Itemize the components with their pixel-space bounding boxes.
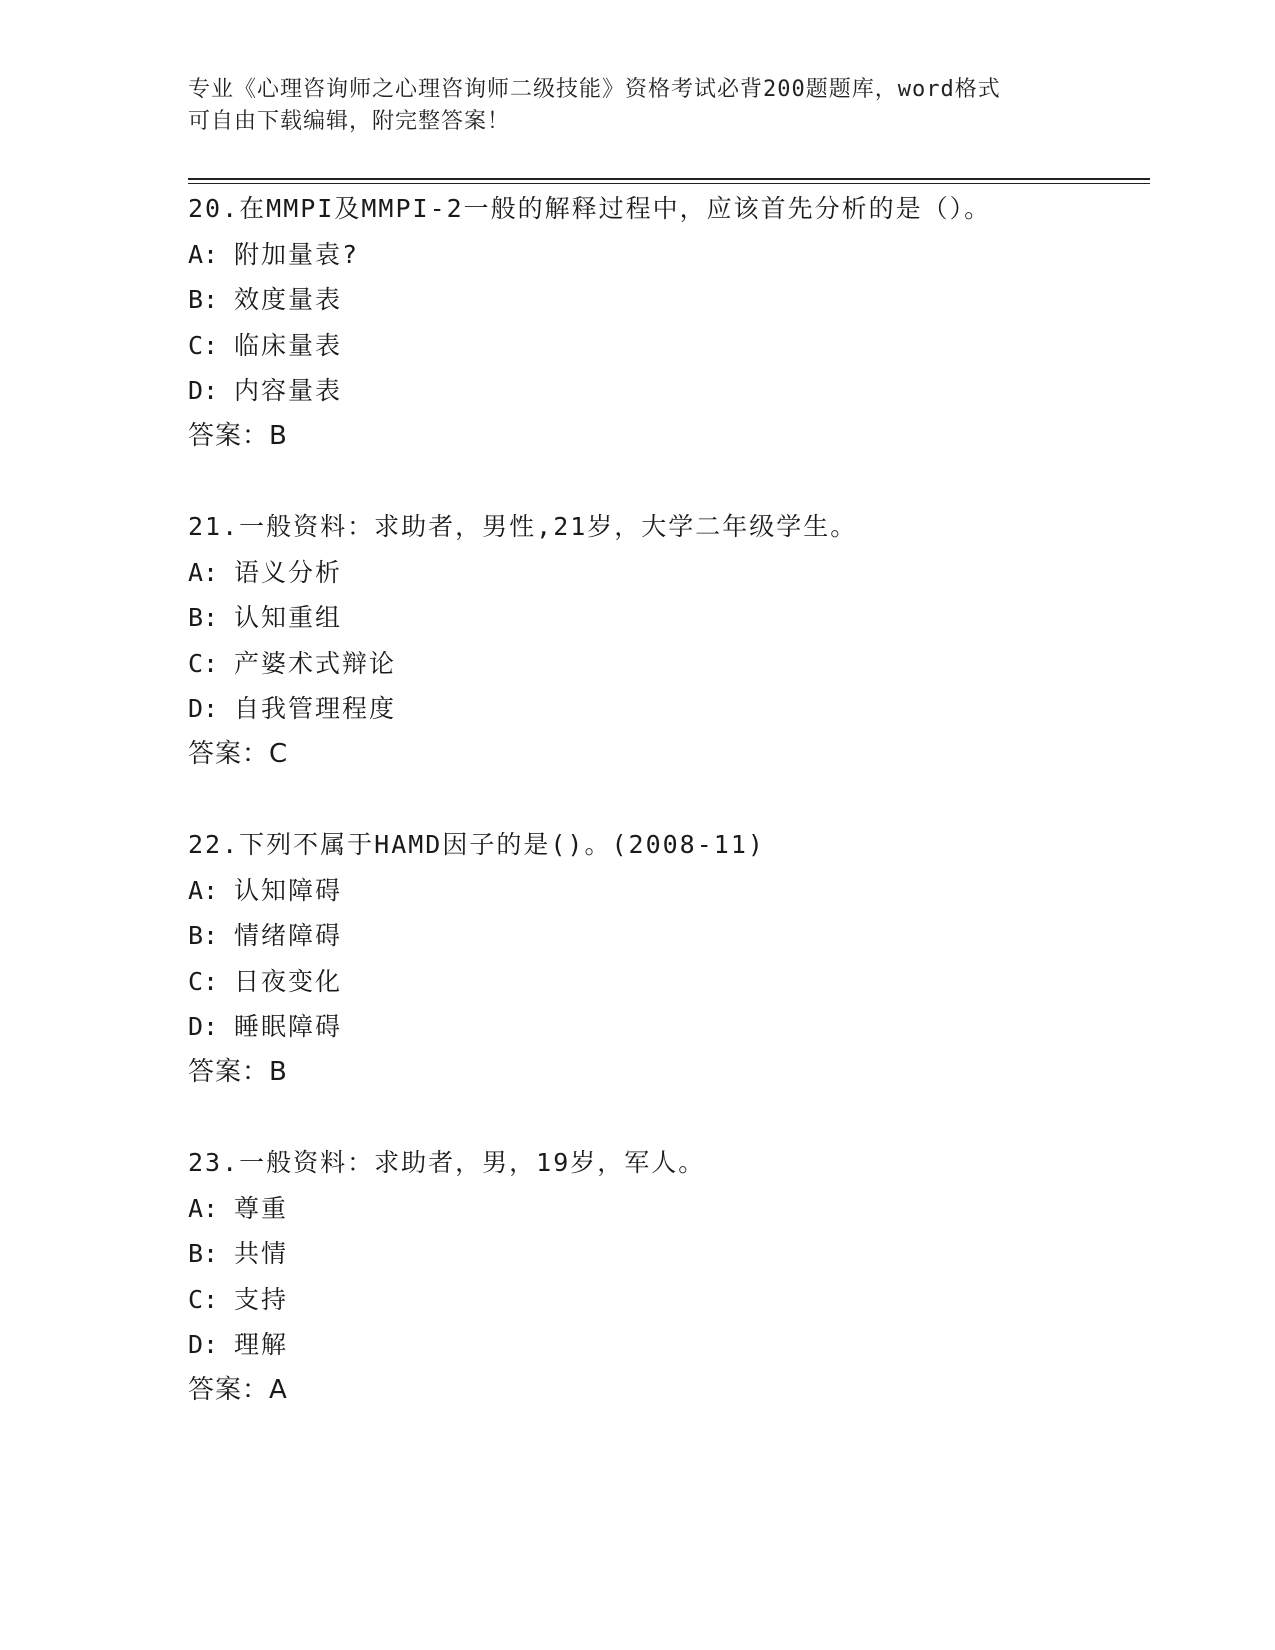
option-text: 效度量表 xyxy=(234,285,343,314)
option-text: 附加量袁? xyxy=(234,239,360,269)
option-text: 共情 xyxy=(234,1239,289,1268)
option-letter: A: xyxy=(188,875,219,905)
question-23 xyxy=(188,1140,1148,1413)
option-letter: B: xyxy=(188,285,219,314)
option-a xyxy=(188,868,1148,914)
option-d xyxy=(188,368,1148,414)
option-letter: C: xyxy=(188,1284,219,1314)
option-a xyxy=(188,232,1148,278)
option-b xyxy=(188,913,1148,959)
question-20 xyxy=(188,186,1148,459)
option-d xyxy=(188,1004,1148,1050)
header-divider-thin xyxy=(188,183,1150,184)
option-letter: D: xyxy=(188,376,219,405)
option-text: 情绪障碍 xyxy=(234,921,343,950)
option-d xyxy=(188,1322,1148,1368)
option-text: 睡眠障碍 xyxy=(234,1012,343,1041)
header-line-2: 可自由下载编辑，附完整答案！ xyxy=(188,109,511,134)
option-letter: C: xyxy=(188,966,219,996)
answer-line: 答案：C xyxy=(188,738,289,769)
question-22 xyxy=(188,822,1148,1095)
header-line-1: 专业《心理咨询师之心理咨询师二级技能》资格考试必背200题题库，word格式 xyxy=(188,77,1001,102)
option-text: 语义分析 xyxy=(234,557,343,587)
answer-line: 答案：B xyxy=(188,420,288,451)
header-divider-thick xyxy=(188,178,1150,180)
option-text: 理解 xyxy=(234,1330,289,1359)
question-21 xyxy=(188,504,1148,777)
option-text: 内容量表 xyxy=(234,376,343,405)
question-stem: 20.在MMPI及MMPI-2一般的解释过程中，应该首先分析的是（）。 xyxy=(188,194,992,223)
option-letter: C: xyxy=(188,648,219,678)
option-letter: A: xyxy=(188,1193,219,1223)
option-letter: A: xyxy=(188,557,219,587)
option-c xyxy=(188,323,1148,369)
option-d xyxy=(188,686,1148,732)
option-c xyxy=(188,641,1148,687)
option-b xyxy=(188,277,1148,323)
option-letter: B: xyxy=(188,1239,219,1268)
document-header xyxy=(188,74,1068,138)
answer-line: 答案：B xyxy=(188,1056,288,1087)
option-text: 支持 xyxy=(234,1284,289,1314)
option-letter: D: xyxy=(188,1012,219,1041)
option-c xyxy=(188,959,1148,1005)
option-letter: D: xyxy=(188,1330,219,1359)
question-stem: 21.一般资料：求助者，男性,21岁，大学二年级学生。 xyxy=(188,512,858,541)
option-text: 认知重组 xyxy=(234,603,343,632)
option-a xyxy=(188,550,1148,596)
option-letter: D: xyxy=(188,694,219,723)
option-letter: A: xyxy=(188,239,219,269)
option-a xyxy=(188,1186,1148,1232)
option-text: 尊重 xyxy=(234,1193,289,1223)
option-b xyxy=(188,1231,1148,1277)
option-letter: B: xyxy=(188,603,219,632)
option-text: 临床量表 xyxy=(234,330,343,360)
question-stem: 22.下列不属于HAMD因子的是()。(2008-11) xyxy=(188,830,765,859)
option-letter: B: xyxy=(188,921,219,950)
option-text: 产婆术式辩论 xyxy=(234,648,397,678)
option-b xyxy=(188,595,1148,641)
question-stem: 23.一般资料：求助者，男，19岁，军人。 xyxy=(188,1148,706,1177)
option-text: 日夜变化 xyxy=(234,966,343,996)
answer-line: 答案：A xyxy=(188,1374,288,1405)
option-c xyxy=(188,1277,1148,1323)
option-text: 自我管理程度 xyxy=(234,694,397,723)
option-letter: C: xyxy=(188,330,219,360)
option-text: 认知障碍 xyxy=(234,875,343,905)
